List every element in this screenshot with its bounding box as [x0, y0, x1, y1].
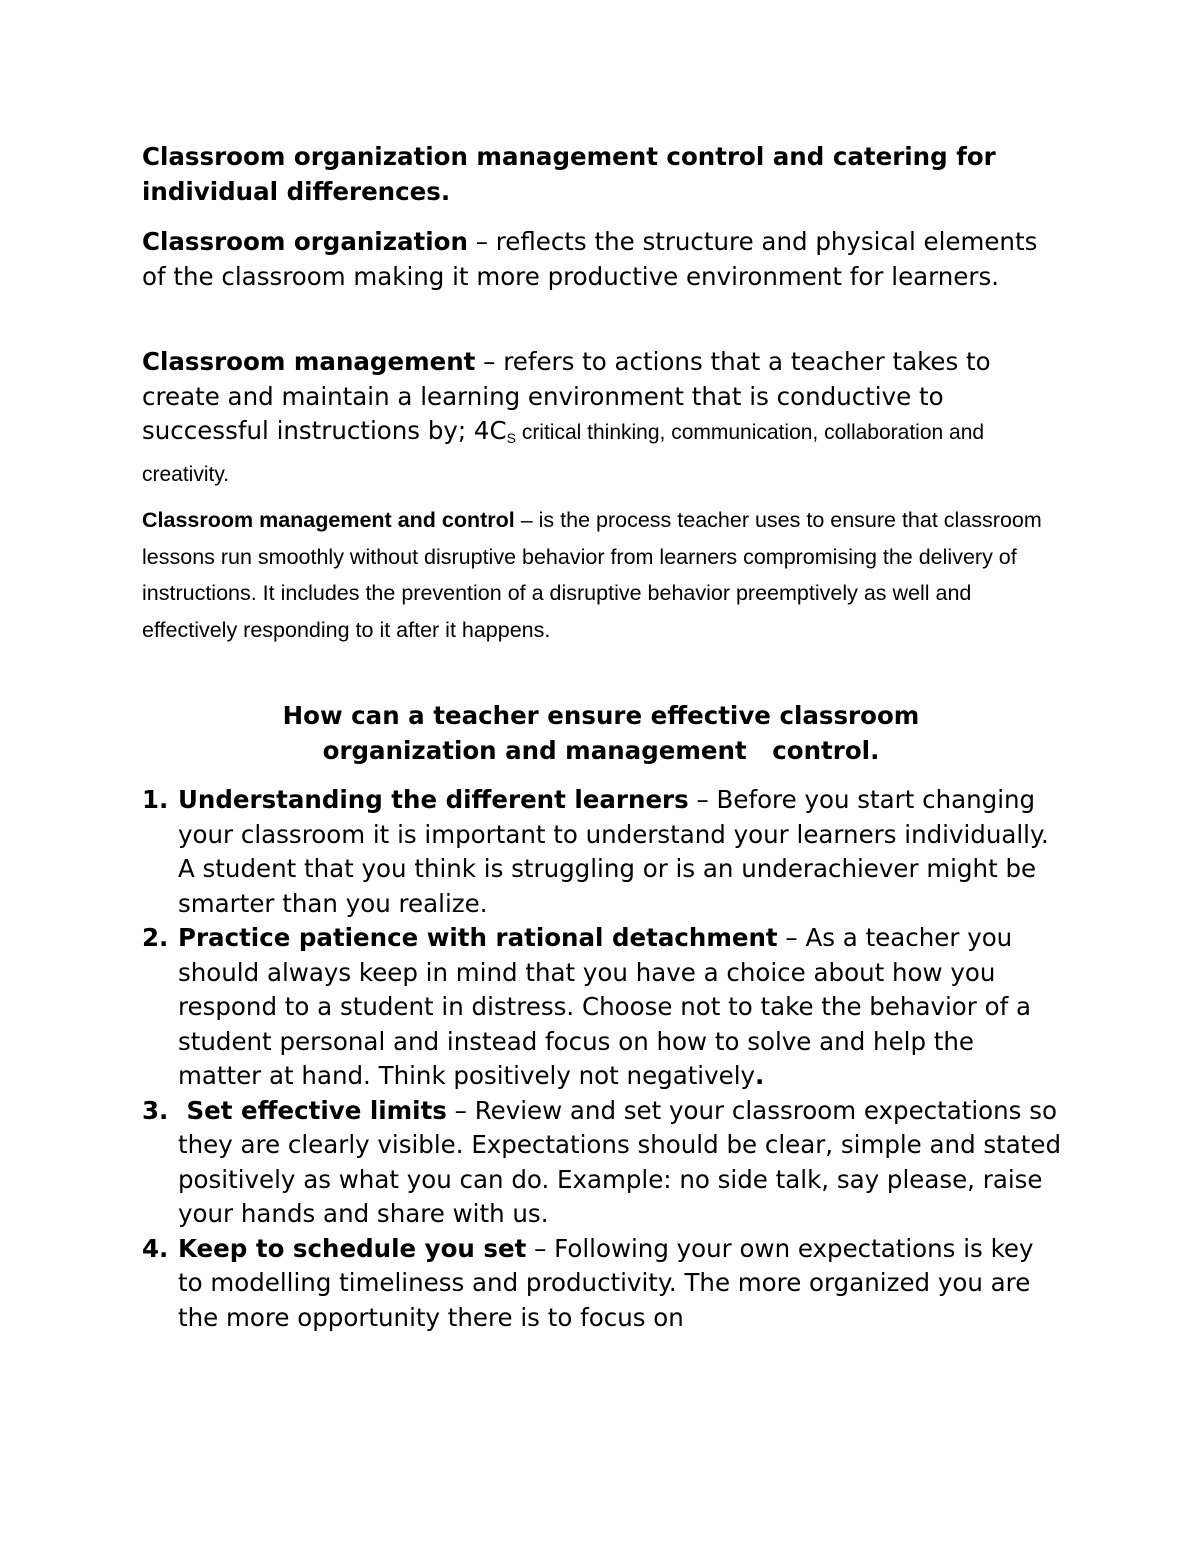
strategies-list [142, 783, 1062, 1335]
definition-text: – refers to actions that a teacher takes to create and maintain a learning environment that is conductive to successful instructions by; 4C [142, 347, 991, 445]
list-number: 4. [142, 1233, 169, 1263]
definition-text: – reflects the structure and physical elements of the classroom making it more productive environment for learners. [142, 227, 1038, 291]
list-item-text: – Following your own expectations is key to modelling timeliness and productivity. The more organized you are the more opportunity there is to focus on [178, 1233, 1034, 1332]
subscript: S [506, 430, 516, 446]
definition-term: Classroom organization [142, 227, 468, 256]
list-item-text: – Review and set your classroom expectations so they are clearly visible. Expectations should be clear, simple and stated positively as what you can do. Example: no side talk, say please, raise your hands and share with us. [178, 1095, 1062, 1228]
list-item-title: Set effective limits [178, 1095, 447, 1125]
list-item-title: Practice patience with rational detachment [178, 923, 778, 952]
section-heading [142, 698, 1060, 768]
list-item [142, 1232, 1062, 1336]
definition-classroom-organization [142, 225, 1062, 294]
definition-term: Classroom management [142, 347, 476, 376]
list-item-title: Keep to schedule you set [178, 1233, 527, 1263]
definition-management-and-control [142, 502, 1062, 648]
definition-term: Classroom management and control [142, 508, 515, 532]
list-item-tail: . [755, 1061, 765, 1090]
definition-classroom-management [142, 345, 1062, 492]
definition-text: – is the process teacher uses to ensure that classroom lessons run smoothly without disruptive behavior from learners compromising the delivery of instructions. It includes the prevention of a disruptive behavior preemptively as well and effectively responding to it after it happens. [142, 508, 1042, 642]
section-heading-line-1: How can a teacher ensure effective classroom [282, 701, 920, 730]
list-item-title: Understanding the different learners [178, 785, 689, 814]
list-number: 2. [142, 923, 169, 952]
definition-tail: critical thinking, communication, collaboration and creativity. [142, 421, 985, 486]
section-heading-line-2: organization and management control. [322, 736, 880, 765]
list-item [142, 1094, 1062, 1232]
list-item-text: – Before you start changing your classroom it is important to understand your learners individually. A student that you think is struggling or is an underachiever might be smarter than you realize. [178, 785, 1049, 918]
list-number: 1. [142, 785, 169, 814]
list-item [142, 921, 1062, 1094]
list-item [142, 783, 1062, 921]
list-number: 3. [142, 1095, 169, 1125]
list-item-text: – As a teacher you should always keep in mind that you have a choice about how you respond to a student in distress. Choose not to take the behavior of a student personal and instead focus on how to solve and help the matter at hand. Think positively not negatively [178, 923, 1032, 1090]
document-title: Classroom organization management control and catering for individual differences. [142, 142, 996, 206]
